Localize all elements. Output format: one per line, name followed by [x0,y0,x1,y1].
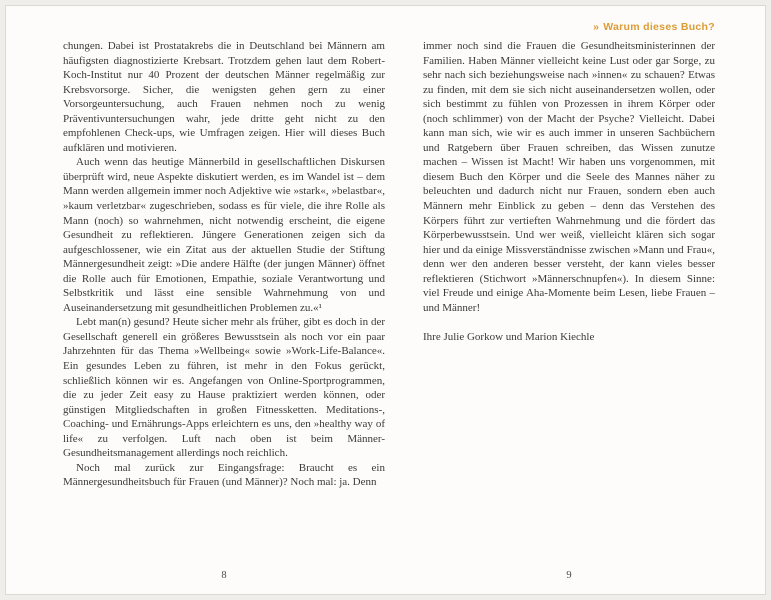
running-header [423,21,715,33]
running-header-label: Warum dieses Buch? [603,21,715,33]
paragraph: Noch mal zurück zur Eingangsfrage: Braucht es ein Männergesundheitsbuch für Frauen (und Männer)? Noch mal: ja. Denn [63,461,385,489]
signature-line: Ihre Julie Gorkow und Marion Kiechle [423,330,595,343]
page-number-right: 9 [566,570,572,581]
paragraph: immer noch sind die Frauen die Gesundheitsministerinnen der Familien. Haben Männer vielleicht keine Lust oder gar Sorge, zu sehr nach sich beziehungsweise nach »innen« zu schauen? Etwas zu finden, mit dem sie sich nicht auseinandersetzen wollen, oder sich bestimmt zu fühlen von Prozessen in ihrem Körper oder (noch schlimmer) von der Macht der Psyche? Vielleicht. Dabei kann man sich, wie wir es auch immer in unseren Sachbüchern und Ratgebern über Frauen schreiben, das Wissen zunutze machen – Wissen ist Macht! Wir haben uns vorgenommen, mit diesem Buch den Körper und die Seele des Mannes näher zu beleuchten und dadurch nicht nur Frauen, sondern eben auch Männern mehr Einblick zu geben – denn das Verstehen des Körpers führt zur vertieften Wahrnehmung und die fördert das Körperbewusstsein. Und wer weiß, vielleicht klären sich sogar hier und da einige Missverständnisse zwischen »Mann und Frau«, denn wer den anderen besser versteht, der kann vieles besser reflektieren (Stichwort »Männerschnupfen«). In diesem Sinne: viel Freude und einige Aha-Momente beim Lesen, liebe Frauen – und Männer! [423,40,715,314]
left-page [63,39,385,490]
paragraph: Auch wenn das heutige Männerbild in gesellschaftlichen Diskursen überprüft wird, neue Aspekte diskutiert werden, es im Wandel ist – dem Mann werden allgemein immer noch Adjektive wie »stark«, »belastbar«, »kaum verletzbar« zugeschrieben, sodass es für viele, die ihre Rolle als Mann (noch) so wahrnehmen, nicht notwendig erscheint, die eigene Gesundheit zu reflektieren. Jüngere Generationen zeigen sich da aufgeschlossener, wie ein Zitat aus der aktuellen Studie der Stiftung Männergesundheit zeigt: »Die andere Hälfte (der jungen Männer) öffnet die Rolle auch für Emotionen, Empathie, soziale Verantwortung und Selbstkritik und lässt eine sensible Wahrnehmung von und Auseinandersetzung mit gesundheitlichen Problemen zu.«¹ [63,156,385,314]
right-page [423,39,715,344]
paragraph: Lebt man(n) gesund? Heute sicher mehr als früher, gibt es doch in der Gesellschaft generell ein größeres Bewusstsein als noch vor ein paar Jahrzehnten für das Thema »Wellbeing« sowie »Work-Life-Balance«. Ein gesundes Leben zu führen, ist mehr in den Fokus gerückt, schließlich können wir es. Angefangen von Online-Sportprogrammen, die zu jeder Zeit easy zu Hause praktiziert werden können, oder günstigen Mitgliedschaften in großen Fitnessketten. Meditations-, Coaching- und Ernährungs-Apps erleichtern es uns, den »healthy way of life« zu verfolgen. Luft nach oben ist beim Männer-Gesundheitsmanagement allerdings noch reichlich. [63,316,385,460]
book-spread [5,5,766,595]
page-number-left: 8 [221,570,227,581]
paragraph: chungen. Dabei ist Prostatakrebs die in Deutschland bei Männern am häufigsten diagnostizierte Krebsart. Trotzdem gehen laut dem Robert-Koch-Institut nur 40 Prozent der deutschen Männer regelmäßig zur Krebsvorsorge. Sicher, die wenigsten gehen gern zu einer Vorsorgeuntersuchung, auch Frauen nehmen noch zu wenig Präventivuntersuchungen wahr, jede dritte geht nicht zu den empfohlenen Check-ups, wie Umfragen zeigen. Hier will dieses Buch aufklären und motivieren. [63,40,385,154]
chevrons-icon: » [593,21,600,33]
